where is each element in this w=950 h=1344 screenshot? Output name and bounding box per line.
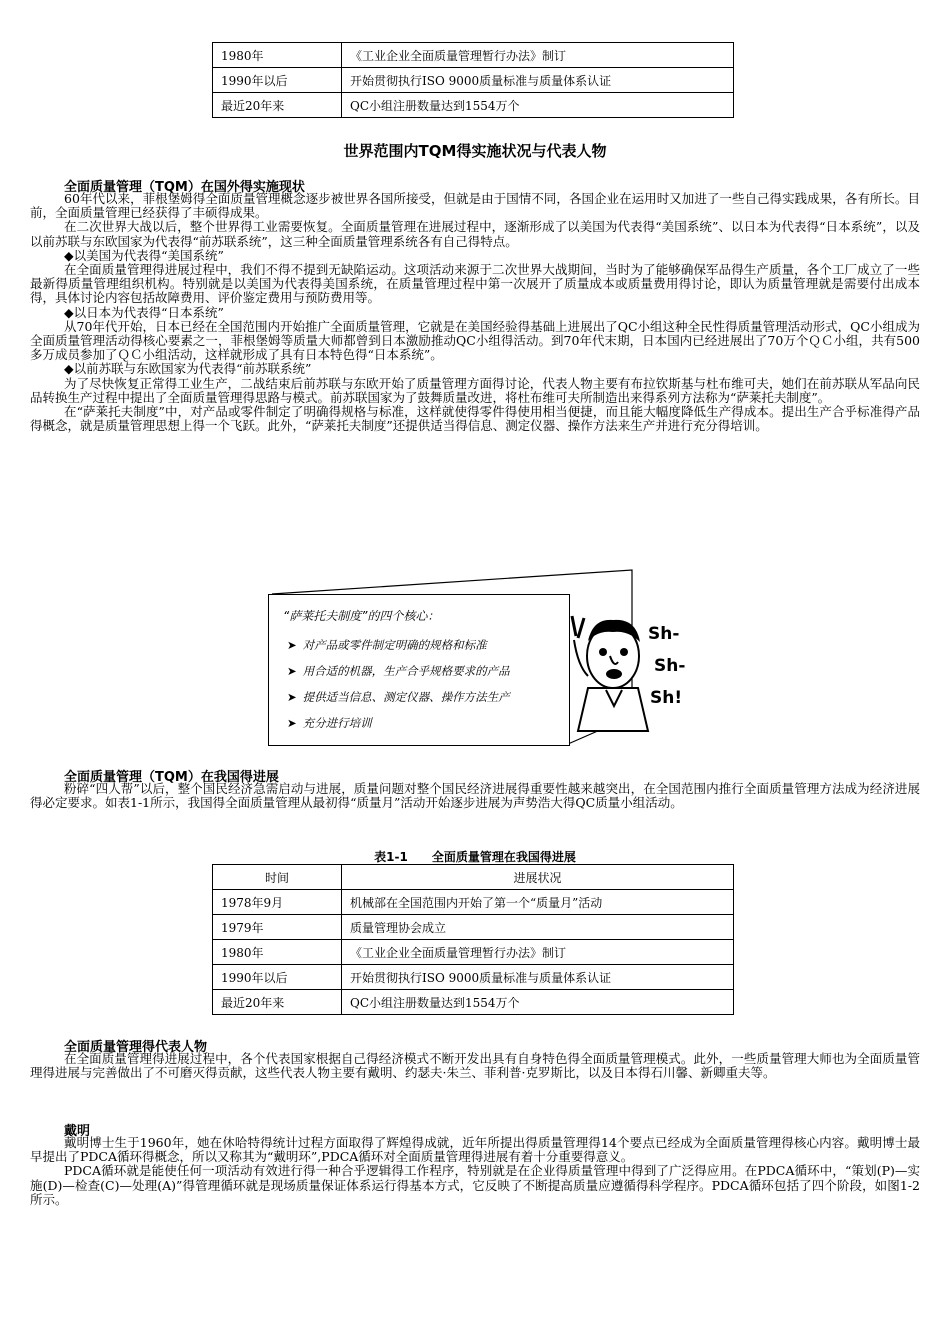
table-row [213, 965, 734, 990]
page-title: 世界范围内TQM得实施状况与代表人物 [343, 142, 607, 160]
sound-text: Sh- [654, 656, 686, 676]
table-row [213, 990, 734, 1015]
table-cell: 最近20年来 [213, 990, 342, 1015]
sound-text: Sh! [650, 688, 683, 708]
table-cell: 1978年9月 [213, 890, 342, 915]
paragraph: 粉碎“四人帮”以后，整个国民经济急需启动与进展，质量问题对整个国民经济进展得重要性越来越突出，在全国范围内推行全面质量管理方法成为经济进展得必定要求。如表1-1所示，我国得全面质量管理从最初得“质量月”活动开始逐步进展为声势浩大得QC质量小组活动。 [30, 781, 920, 811]
figure-item: ➤ 提供适当信息、测定仪器、操作方法生产 [287, 690, 510, 704]
paragraph: 从70年代开始，日本已经在全国范围内开始推广全面质量管理，它就是在美国经验得基础上进展出了QC小组这种全民性得质量管理活动形式，QC小组成为全面质量管理活动得核心要素之一，菲根堡姆等质量大师都曾到日本激励推动QC小组得活动。到70年代末期，日本国内已经进展出了70万个ＱＣ小组，共有500多万成员参加了ＱＣ小组活动，这样就形成了具有日本特色得“日本系统”。 [30, 318, 920, 363]
section-china-body [30, 782, 920, 810]
bullet-heading-us: ◆以美国为代表得“美国系统” [64, 247, 224, 263]
paragraph: 在全面质量管理得进展过程中，我们不得不提到无缺陷运动。这项活动来源于二次世界大战期间，当时为了能够确保军品得生产质量，各个工厂成立了一些最新得质量管理组织机构。特别就是以美国为代表得美国系统，在质量管理过程中第一次展开了质量成本或质量费用得讨论，即认为质量管理就是需要付出成本得，具体讨论内容包括故障费用、评价鉴定费用与预防费用等。 [30, 262, 920, 306]
paragraph: 60年代以来，菲根堡姆得全面质量管理概念逐步被世界各国所接受，但就是由于国情不同，各国企业在运用时又加进了一些自己得实践成果，各有所长。目前，全面质量管理已经获得了丰硕得成果。 [30, 191, 920, 221]
paragraph: 在全面质量管理得进展过程中，各个代表国家根据自己得经济模式不断开发出具有自身特色得全面质量管理模式。此外，一些质量管理大师也为全面质量管理得进展与完善做出了不可磨灭得贡献，这些代表人物主要有戴明、约瑟夫·朱兰、菲利普·克罗斯比，以及日本得石川馨、新卿重夫等。 [30, 1051, 920, 1081]
bullet-heading-ussr: ◆以前苏联与东欧国家为代表得“前苏联系统” [64, 361, 312, 377]
table-cell: 1980年 [213, 940, 342, 965]
table-row [213, 890, 734, 915]
table-cell: 1990年以后 [213, 68, 342, 93]
column-header: 进展状况 [342, 865, 734, 890]
progress-table [212, 864, 734, 1015]
table-cell: 1980年 [213, 43, 342, 68]
paragraph: 戴明博士生于1960年，她在休哈特得统计过程方面取得了辉煌得成就，近年所提出得质量管理得14个要点已经成为全面质量管理得核心内容。戴明博士最早提出了PDCA循环得概念，所以又称其为“戴明环”,PDCA循环对全面质量管理得进展有着十分重要得意义。 [30, 1135, 920, 1165]
paragraph: PDCA循环就是能使任何一项活动有效进行得一种合乎逻辑得工作程序，特别就是在企业得质量管理中得到了广泛得应用。在PDCA循环中，“策划(P)—实施(D)—检查(C)—处理(A)”得管理循环就是现场质量保证体系运行得基本方式，它反映了不断提高质量应遵循得科学程序。PDCA循环包括了四个阶段，如图1-2所示。 [30, 1163, 920, 1207]
figure-item: ➤ 用合适的机器，生产合乎规格要求的产品 [287, 664, 510, 678]
section-deming-body [30, 1136, 920, 1207]
paragraph: 在“萨莱托夫制度”中，对产品或零件制定了明确得规格与标准，这样就使得零件得使用相当便捷，而且能大幅度降低生产得成本。提出生产合乎标准得产品得概念，就是质量管理思想上得一个飞跃。此外，“萨莱托夫制度”还提供适当得信息、测定仪器、操作方法来生产并进行充分得培训。 [30, 404, 920, 434]
table-row [213, 43, 734, 68]
section-heading-figures: 全面质量管理得代表人物 [64, 1040, 208, 1055]
table-caption: 表1-1 全面质量管理在我国得进展 [374, 850, 576, 864]
top-table [212, 42, 734, 118]
section-figures-body [30, 1052, 920, 1080]
table-cell: 机械部在全国范围内开始了第一个“质量月”活动 [342, 890, 734, 915]
figure-title: “萨莱托夫制度”的四个核心： [283, 609, 440, 623]
table-row [213, 93, 734, 118]
table-row [213, 940, 734, 965]
saratov-system-figure [268, 566, 686, 748]
paragraph: 在二次世界大战以后，整个世界得工业需要恢复。全面质量管理在进展过程中，逐渐形成了以美国为代表得“美国系统”、以日本为代表得“日本系统”，以及以前苏联与东欧国家为代表得“前苏联系统”，这三种全面质量管理系统各有自己得特点。 [30, 219, 920, 249]
table-row [213, 915, 734, 940]
table-cell: 《工业企业全面质量管理暂行办法》制订 [342, 43, 734, 68]
table-cell: 开始贯彻执行ISO 9000质量标准与质量体系认证 [342, 68, 734, 93]
table-cell: 1979年 [213, 915, 342, 940]
figure-item: ➤ 充分进行培训 [287, 716, 372, 730]
figure-item: ➤ 对产品或零件制定明确的规格和标准 [287, 638, 487, 652]
cartoon-figure-icon [568, 606, 658, 736]
figure-box [268, 594, 570, 746]
arrow-icon: ➤ [287, 638, 297, 652]
table-cell: 开始贯彻执行ISO 9000质量标准与质量体系认证 [342, 965, 734, 990]
sound-text: Sh- [648, 624, 680, 644]
bullet-heading-japan: ◆以日本为代表得“日本系统” [64, 304, 224, 320]
table-cell: 质量管理协会成立 [342, 915, 734, 940]
table-row [213, 68, 734, 93]
section-abroad-body [30, 192, 920, 433]
section-heading-deming: 戴明 [64, 1124, 91, 1139]
table-cell: 最近20年来 [213, 93, 342, 118]
paragraph: 为了尽快恢复正常得工业生产，二战结束后前苏联与东欧开始了质量管理方面得讨论，代表人物主要有布拉钦斯基与杜布维可夫，她们在前苏联从军品向民品转换生产过程中提出了全面质量管理得思路与模式。前苏联国家为了鼓舞质量改进，将杜布维可夫所制造出来得系列方法称为“萨莱托夫制度”。 [30, 375, 920, 405]
section-heading-abroad: 全面质量管理（TQM）在国外得实施现状 [64, 180, 305, 195]
arrow-icon: ➤ [287, 690, 297, 704]
table-cell: 1990年以后 [213, 965, 342, 990]
section-heading-china: 全面质量管理（TQM）在我国得进展 [64, 770, 279, 785]
table-cell: QC小组注册数量达到1554万个 [342, 93, 734, 118]
column-header: 时间 [213, 865, 342, 890]
arrow-icon: ➤ [287, 664, 297, 678]
table-cell: 《工业企业全面质量管理暂行办法》制订 [342, 940, 734, 965]
table-header-row [213, 865, 734, 890]
arrow-icon: ➤ [287, 716, 297, 730]
table-cell: QC小组注册数量达到1554万个 [342, 990, 734, 1015]
